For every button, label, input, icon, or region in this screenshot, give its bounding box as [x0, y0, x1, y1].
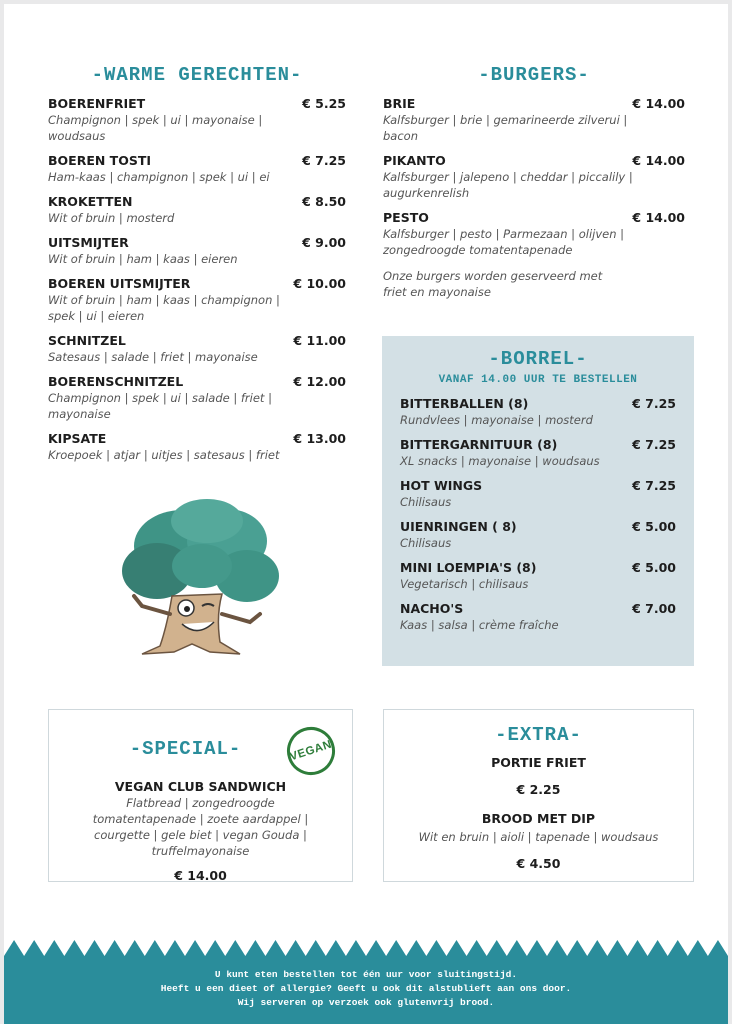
vegan-badge-label: VEGAN [288, 738, 334, 764]
menu-item [383, 153, 685, 201]
menu-item-name: BOEREN TOSTI [48, 153, 152, 168]
menu-item-desc: Wit of bruin | ham | kaas | eieren [48, 252, 238, 266]
menu-item-desc: Kalfsburger | jalepeno | cheddar | piccalily | augurkenrelish [383, 170, 633, 200]
menu-item-desc: Champignon | spek | ui | mayonaise | woudsaus [48, 113, 263, 143]
menu-item-price: € 7.25 [632, 437, 676, 452]
menu-item-desc: Kroepoek | atjar | uitjes | satesaus | friet [48, 448, 280, 462]
menu-item [400, 396, 676, 428]
menu-item [48, 276, 346, 324]
menu-item-name: SCHNITZEL [48, 333, 126, 348]
extra-item-name: PORTIE FRIET [491, 755, 586, 770]
menu-item-name: KROKETTEN [48, 194, 133, 209]
warm-title: -WARME GERECHTEN- [91, 64, 303, 86]
extra-item-name: BROOD MET DIP [481, 811, 596, 826]
warm-section [48, 64, 346, 472]
menu-item-price: € 8.50 [302, 194, 346, 209]
tree-mascot-icon [112, 496, 282, 664]
menu-item-name: BRIE [383, 96, 416, 111]
menu-item [48, 333, 346, 365]
menu-item-price: € 5.25 [302, 96, 346, 111]
borrel-subtitle: VANAF 14.00 UUR TE BESTELLEN [438, 374, 638, 386]
menu-item-name: BITTERGARNITUUR (8) [400, 437, 558, 452]
menu-item-price: € 7.25 [302, 153, 346, 168]
menu-item-desc: Chilisaus [400, 495, 452, 509]
menu-item-name: UITSMIJTER [48, 235, 129, 250]
menu-item [400, 478, 676, 510]
menu-item [48, 153, 346, 185]
menu-item [400, 560, 676, 592]
menu-item-desc: Wit of bruin | mosterd [48, 211, 175, 225]
extra-item-price: € 4.50 [516, 856, 561, 871]
menu-item-price: € 14.00 [632, 210, 685, 225]
footer-text [4, 968, 728, 1010]
menu-item-price: € 9.00 [302, 235, 346, 250]
menu-item [48, 96, 346, 144]
menu-item-name: BOEREN UITSMIJTER [48, 276, 191, 291]
menu-item-name: BOERENFRIET [48, 96, 146, 111]
menu-item-name: MINI LOEMPIA'S (8) [400, 560, 537, 575]
menu-item-name: BOERENSCHNITZEL [48, 374, 184, 389]
menu-item-price: € 12.00 [293, 374, 346, 389]
menu-item [48, 431, 346, 463]
burgers-title: -BURGERS- [478, 64, 590, 86]
menu-item-name: PIKANTO [383, 153, 446, 168]
menu-item-price: € 7.00 [632, 601, 676, 616]
special-item-name: VEGAN CLUB SANDWICH [114, 779, 287, 794]
footer-line: U kunt eten bestellen tot één uur voor sluitingstijd. [214, 969, 518, 980]
burgers-list [383, 96, 685, 258]
menu-item-name: NACHO'S [400, 601, 464, 616]
menu-item-desc: Kalfsburger | brie | gemarineerde zilverui | bacon [383, 113, 628, 143]
extra-box [383, 709, 694, 882]
menu-item [48, 194, 346, 226]
special-item-desc: Flatbread | zongedroogde tomatentapenade | zoete aardappel | courgette | gele biet | vegan Gouda | truffelmayonaise [92, 796, 309, 858]
menu-item-price: € 11.00 [293, 333, 346, 348]
menu-item-desc: Champignon | spek | ui | salade | friet | mayonaise [48, 391, 272, 421]
borrel-section [382, 336, 694, 666]
menu-item-price: € 7.25 [632, 396, 676, 411]
extra-item [406, 754, 671, 798]
vegan-badge-icon [281, 721, 341, 781]
menu-item-price: € 10.00 [293, 276, 346, 291]
special-box [48, 709, 353, 882]
menu-item-name: BITTERBALLEN (8) [400, 396, 529, 411]
footer [4, 938, 728, 1024]
menu-item-desc: Satesaus | salade | friet | mayonaise [48, 350, 258, 364]
menu-item-price: € 7.25 [632, 478, 676, 493]
footer-line: Heeft u een dieet of allergie? Geeft u ook dit alstublieft aan ons door. [160, 983, 572, 994]
extra-title: -EXTRA- [495, 724, 582, 746]
burgers-note: Onze burgers worden geserveerd met friet en mayonaise [383, 269, 603, 299]
menu-item-desc: Kaas | salsa | crème fraîche [400, 618, 559, 632]
menu-item-desc: Wit of bruin | ham | kaas | champignon | spek | ui | eieren [48, 293, 280, 323]
footer-line: Wij serveren op verzoek ook glutenvrij brood. [237, 997, 495, 1008]
menu-item [383, 96, 685, 144]
menu-item-name: HOT WINGS [400, 478, 483, 493]
menu-item-price: € 13.00 [293, 431, 346, 446]
menu-item-price: € 5.00 [632, 519, 676, 534]
borrel-list [400, 396, 676, 633]
menu-item-desc: Vegetarisch | chilisaus [400, 577, 529, 591]
menu-item-price: € 14.00 [632, 96, 685, 111]
menu-item [400, 437, 676, 469]
menu-item [400, 601, 676, 633]
extra-item-price: € 2.25 [516, 782, 561, 797]
menu-item [48, 235, 346, 267]
menu-item [48, 374, 346, 422]
menu-item-name: PESTO [383, 210, 429, 225]
warm-list [48, 96, 346, 463]
menu-item-desc: Ham-kaas | champignon | spek | ui | ei [48, 170, 270, 184]
special-item-price: € 14.00 [174, 868, 227, 883]
menu-item-desc: Rundvlees | mayonaise | mosterd [400, 413, 593, 427]
menu-item-name: UIENRINGEN ( 8) [400, 519, 517, 534]
borrel-title: -BORREL- [488, 348, 588, 370]
extra-item-desc: Wit en bruin | aioli | tapenade | woudsaus [418, 830, 659, 844]
extra-item [406, 810, 671, 872]
menu-item-name: KIPSATE [48, 431, 107, 446]
menu-item-desc: Kalfsburger | pesto | Parmezaan | olijven | zongedroogde tomatentapenade [383, 227, 625, 257]
menu-item-desc: Chilisaus [400, 536, 452, 550]
special-title: -SPECIAL- [129, 738, 242, 760]
menu-page [4, 4, 728, 1024]
menu-item-desc: XL snacks | mayonaise | woudsaus [400, 454, 600, 468]
menu-item-price: € 5.00 [632, 560, 676, 575]
extra-list [406, 754, 671, 872]
menu-item [383, 210, 685, 258]
burgers-section [383, 64, 685, 300]
menu-item-price: € 14.00 [632, 153, 685, 168]
menu-item [400, 519, 676, 551]
